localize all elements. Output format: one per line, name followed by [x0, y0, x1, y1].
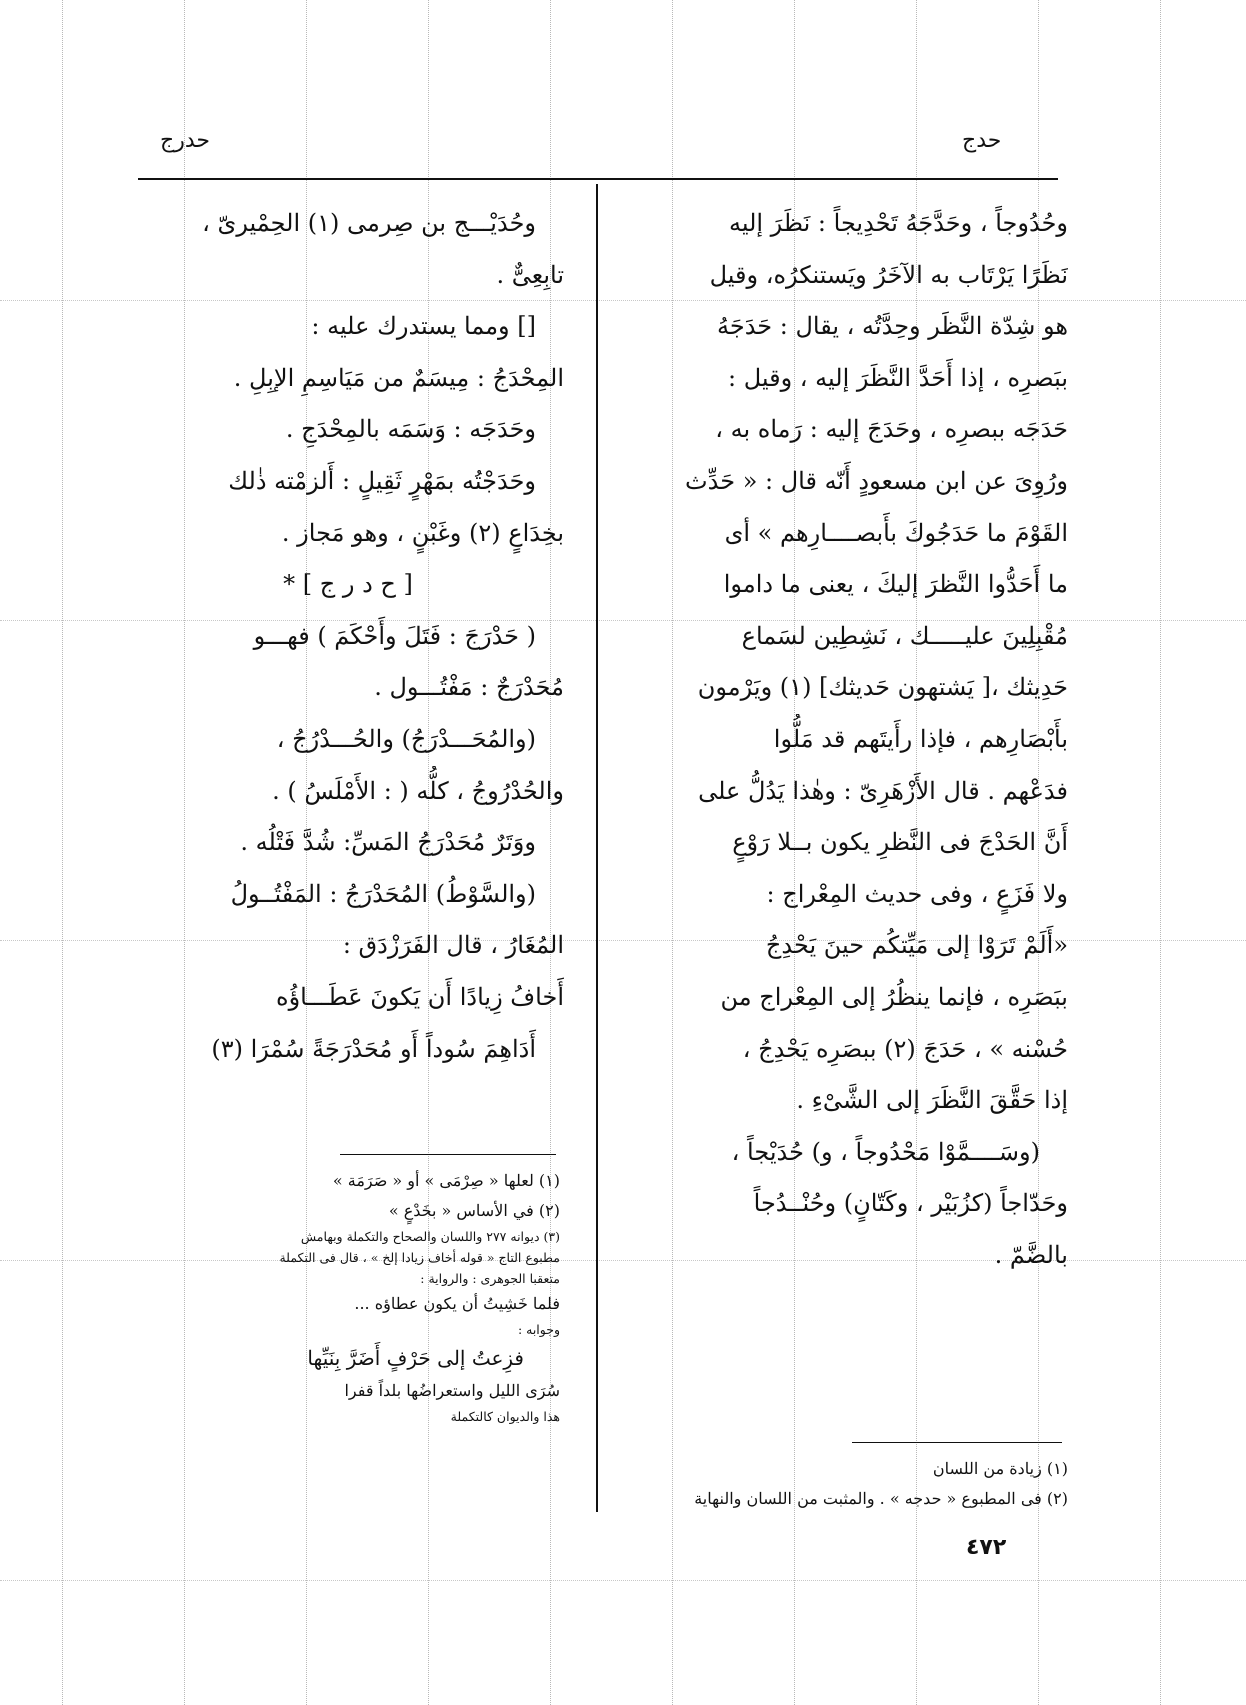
left-column	[132, 198, 564, 1075]
footnote: (١) لعلها « صِرْمَى » أو « صَرَمَة »	[332, 1171, 560, 1190]
text-line: ببَصرِه ، إذا أَحَدَّ النَّظَرَ إليه ، وقيل :	[727, 363, 1068, 392]
left-footnotes	[150, 1166, 560, 1427]
text-line: ( حَدْرَجَ : فَتَلَ وأَحْكَمَ ) فهـــو	[253, 621, 536, 650]
text-line: القَوْمَ ما حَدَجُوكَ بأَبصــــارِهم » أى	[724, 518, 1068, 547]
text-line: فدَعْهم . قال الأَزْهَرِىّ : وهٰذا يَدُلُّ على	[698, 776, 1068, 805]
verse-line: أَخافُ زِيادًا أَن يَكونَ عَطَـــاؤُه	[276, 982, 564, 1011]
text-line: بأَبْصَارِهم ، فإذا رأَيتَهم قد مَلُّوا	[773, 724, 1068, 753]
verse-line: أَدَاهِمَ سُوداً أَو مُحَدْرَجَةً سُمْرَا (٣)	[211, 1034, 536, 1063]
footnote: وجوابه :	[517, 1322, 560, 1337]
text-line: نَظَرًا يَرْتَاب به الآخَرُ ويَستنكرُه، وقيل	[709, 260, 1068, 289]
text-line: تابِعِىٌّ .	[496, 260, 564, 289]
scan-grid-line	[0, 1580, 1246, 1581]
footnote: فلما خَشِيتُ أن يكون عطاؤه ...	[354, 1294, 560, 1313]
text-line: «أَلَمْ تَرَوْا إلى مَيِّتكُم حينَ يَحْدِجُ	[765, 931, 1068, 960]
text-line: بخِدَاعٍ (٢) وغَبْنٍ ، وهو مَجاز .	[281, 518, 564, 547]
text-line: أَنَّ الحَدْجَ فى النَّظرِ يكون بــلا رَوْعٍ	[732, 828, 1068, 857]
text-line: حَدَجَه ببصرِه ، وحَدَجَ إليه : رَماه به ،	[715, 415, 1068, 444]
text-line: (والسَّوْطُ) المُحَدْرَجُ : المَفْتُــولُ	[230, 879, 536, 908]
text-line: والحُدْرُوجُ ، كلُّه ( : الأَمْلَسُ ) .	[272, 776, 564, 805]
text-line: وحُدَيْـــج بن صِرمى (١) الحِمْيرىّ ،	[202, 209, 536, 237]
text-line: (والمُحَـــدْرَجُ) والحُـــدْرُجُ ،	[276, 724, 536, 753]
footnote-verse: سُرَى الليل واستعراضُها بلداً قفرا	[344, 1381, 560, 1400]
footnote: (٢) في الأساس « بخَدْعٍ »	[388, 1201, 560, 1220]
footnote: مطبوع التاج « قوله أخاف زيادا إلخ » ، قال فى التكملة	[279, 1250, 560, 1265]
text-line: وحَدّاجاً (كزُبَيْر ، وكَتّانٍ) وحُنْــدُجاً	[753, 1189, 1068, 1218]
text-line: ورُوِىَ عن ابن مسعودٍ أَنّه قال : « حَدِّث	[685, 466, 1068, 495]
header-rule	[138, 178, 1058, 180]
text-line: (وسَــــمَّوْا مَحْدُوجاً ، و) حُدَيْجاً ،	[731, 1137, 1040, 1166]
footnote-rule	[852, 1442, 1062, 1443]
entry-heading: [ ح د ر ج ] *	[283, 570, 413, 599]
text-line: بالضَّمّ .	[994, 1240, 1068, 1269]
text-line: وحُدُوجاً ، وحَدَّجَهُ تَحْدِيجاً : نَظَرَ إليه	[728, 209, 1068, 237]
text-line: [] ومما يستدرك عليه :	[311, 312, 536, 341]
page-number: ٤٧٢	[966, 1535, 1007, 1560]
footnote-rule	[340, 1154, 556, 1155]
text-line: ما أَحَدُّوا النَّظرَ إليكَ ، يعنى ما داموا	[723, 570, 1068, 599]
text-line: مُحَدْرَجٌ : مَفْتُـــول .	[374, 673, 564, 702]
scan-grid-line	[62, 0, 63, 1705]
right-footnotes	[622, 1454, 1068, 1514]
text-line: حَدِيثك ،[ يَشتهون حَديثك] (١) ويَرْمون	[697, 673, 1068, 702]
text-line: ولا فَزَعٍ ، وفى حديث المِعْراج :	[766, 879, 1068, 908]
text-line: وحَدَجَه : وَسَمَه بالمِحْدَجِ .	[285, 415, 536, 444]
running-header-left: حدرج	[160, 128, 210, 153]
column-divider	[596, 184, 598, 1512]
footnote-verse: فزِعتُ إلى حَرْفٍ أَضَرَّ بِنَيِّها	[307, 1346, 524, 1370]
right-column	[622, 198, 1068, 1281]
footnote: (٢) فى المطبوع « حدجه » . والمثبت من اللسان والنهاية	[694, 1489, 1068, 1508]
text-line: هو شِدّة النَّظَر وحِدَّتُه ، يقال : حَدَجَهُ	[717, 312, 1068, 341]
text-line: حُسْنه » ، حَدَجَ (٢) ببصَرِه يَحْدِجُ ،	[742, 1034, 1068, 1063]
text-line: وحَدَجْتُه بمَهْرٍ ثَقِيلٍ : أَلزمْته ذٰلك	[228, 466, 536, 495]
footnote: متعقبا الجوهرى : والرواية :	[420, 1271, 560, 1286]
text-line: مُقْبِلِينَ عليـــــك ، نَشِطِين لسَماع	[741, 621, 1068, 650]
scan-grid-line	[1160, 0, 1161, 1705]
text-line: المِحْدَجُ : مِيسَمٌ من مَيَاسِمِ الإبِلِ .	[233, 363, 564, 392]
footnote: هذا والديوان كالتكملة	[450, 1409, 560, 1424]
text-line: ببَصَرِه ، فإنما ينظُرُ إلى المِعْراج من	[720, 982, 1068, 1011]
text-line: المُغَارُ ، قال الفَرَزْدَق :	[342, 931, 564, 960]
running-header-right: حدج	[962, 128, 1002, 153]
footnote: (١) زيادة من اللسان	[932, 1459, 1068, 1478]
text-line: إذا حَقَّقَ النَّظَرَ إلى الشَّىْءِ .	[796, 1086, 1068, 1115]
text-line: ووَتَرٌ مُحَدْرَجُ المَسِّ: شُدَّ فَتْلُه .	[240, 828, 536, 857]
footnote: (٣) ديوانه ٢٧٧ واللسان والصحاح والتكملة وبهامش	[300, 1229, 560, 1244]
